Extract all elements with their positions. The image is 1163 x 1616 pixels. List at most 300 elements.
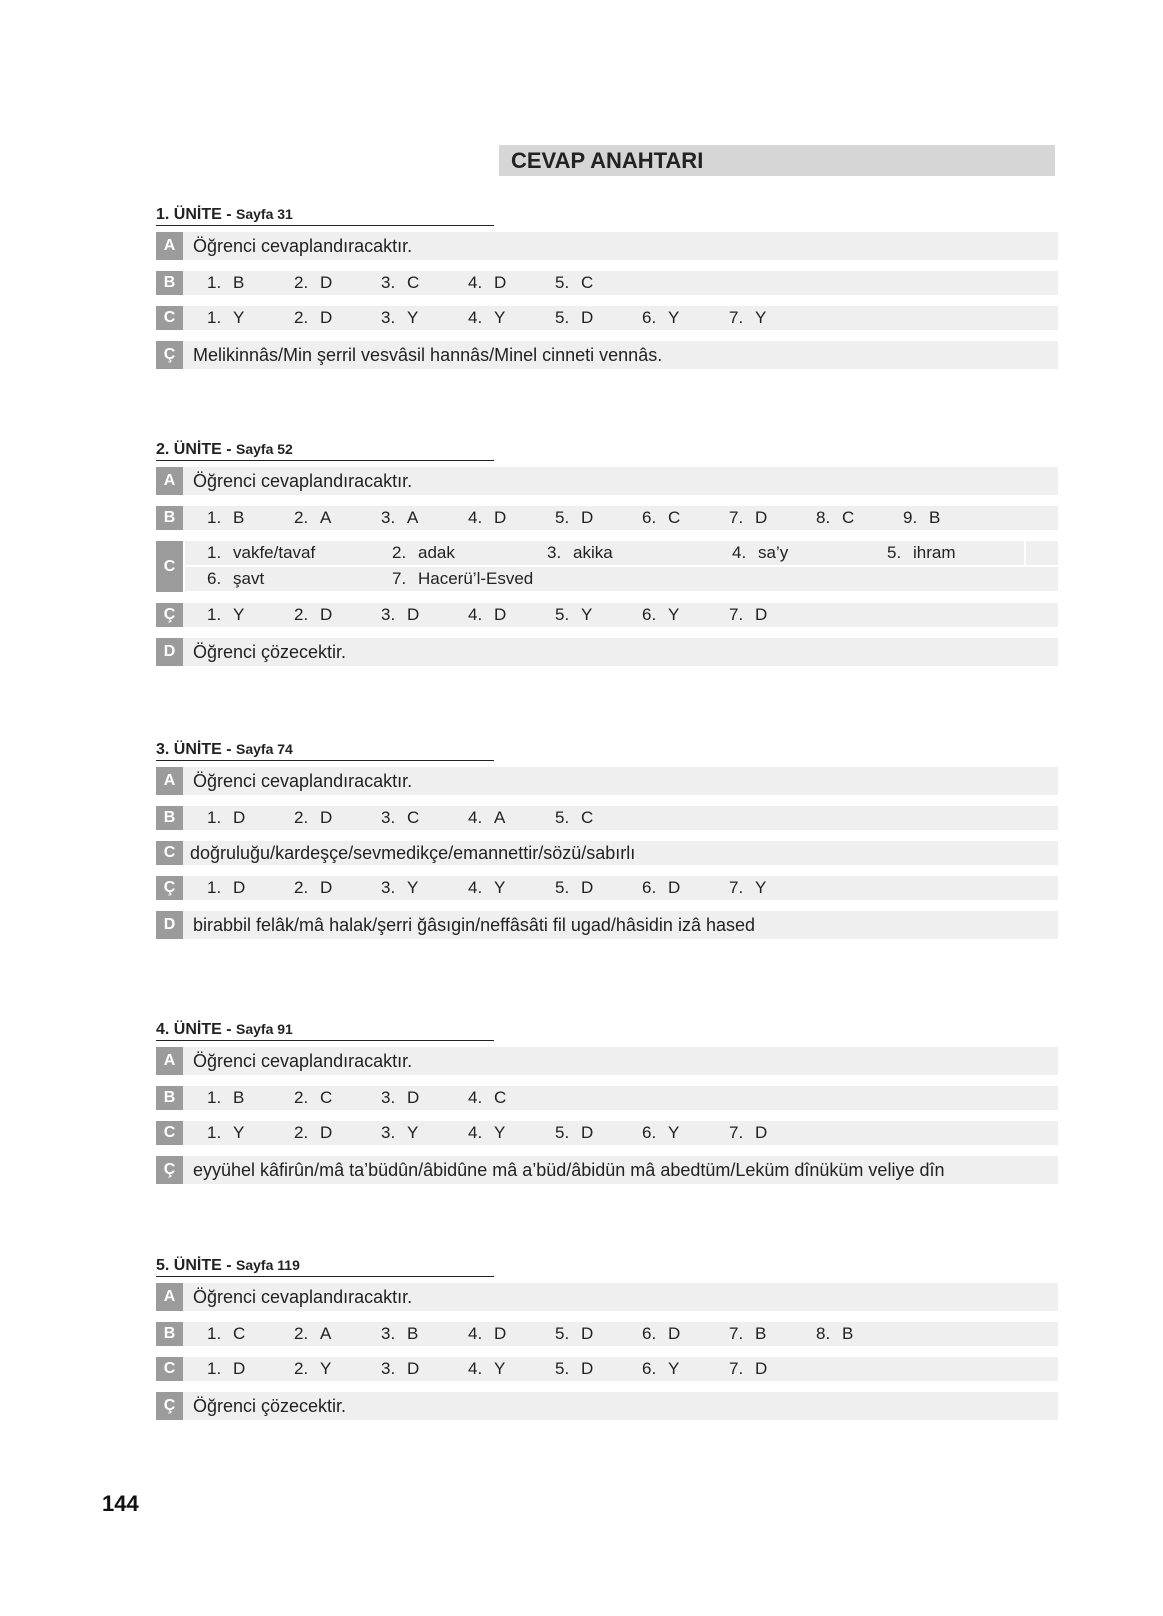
answer-number: 5. (555, 605, 570, 624)
answer-item (729, 306, 766, 330)
answer-row (156, 806, 1058, 830)
answer-value: D (233, 808, 246, 827)
answer-item (381, 806, 419, 830)
row-label-badge: A (156, 1047, 183, 1075)
answer-number: 4. (468, 1123, 483, 1142)
answer-number: 1. (207, 1123, 222, 1142)
answer-item (381, 271, 419, 295)
answer-number: 3. (381, 1359, 396, 1378)
unit-title: 4. ÜNİTE - (156, 1021, 237, 1038)
answer-item (294, 1322, 331, 1346)
answer-number: 7. (729, 878, 744, 897)
answer-value: şavt (233, 569, 265, 588)
answer-item (816, 1322, 853, 1346)
answer-number: 6. (207, 569, 222, 588)
answer-number: 6. (642, 1359, 657, 1378)
answer-value: C (407, 808, 420, 827)
answer-row (156, 1121, 1058, 1145)
answer-item (816, 506, 854, 530)
answer-item (294, 806, 332, 830)
row-label-badge: D (156, 911, 183, 939)
answer-value: D (494, 273, 507, 292)
answer-text: Öğrenci cevaplandıracaktır. (193, 1050, 413, 1071)
answer-value: D (407, 605, 420, 624)
answer-value: C (320, 1088, 333, 1107)
answer-text: Öğrenci çözecektir. (193, 1395, 347, 1416)
unit-title: 1. ÜNİTE - (156, 206, 237, 223)
answer-number: 4. (468, 273, 483, 292)
row-label-badge: Ç (156, 876, 183, 900)
answer-item (555, 306, 593, 330)
row-label-badge: A (156, 767, 183, 795)
answer-value: adak (418, 543, 455, 562)
answer-item (381, 876, 418, 900)
answer-item (642, 1357, 679, 1381)
unit-page-ref: Sayfa 91 (236, 1021, 293, 1037)
answer-number: 3. (381, 308, 396, 327)
answer-number: 2. (294, 308, 309, 327)
answer-number: 5. (555, 878, 570, 897)
answer-number: 4. (468, 508, 483, 527)
answer-number: 2. (294, 1088, 309, 1107)
answer-number: 1. (207, 543, 222, 562)
unit-page-ref: Sayfa 52 (236, 441, 293, 457)
answer-number: 6. (642, 508, 657, 527)
answer-value: Y (494, 1123, 506, 1142)
answer-item (555, 876, 593, 900)
answer-number: 3. (381, 808, 396, 827)
unit-heading (156, 1018, 494, 1041)
answer-item (294, 876, 332, 900)
answer-row (156, 911, 1058, 939)
unit-heading (156, 203, 494, 226)
row-label-badge: A (156, 1283, 183, 1311)
answer-value: Y (755, 308, 767, 327)
row-label-badge: C (156, 1121, 183, 1145)
answer-value: Y (494, 878, 506, 897)
answer-item (468, 506, 506, 530)
answer-value: D (581, 878, 594, 897)
answer-text: Öğrenci cevaplandıracaktır. (193, 1286, 413, 1307)
answer-item (381, 1357, 419, 1381)
answer-number: 2. (294, 1324, 309, 1343)
answer-item (729, 876, 766, 900)
unit-title: 2. ÜNİTE - (156, 441, 237, 458)
answer-number: 4. (468, 808, 483, 827)
answer-number: 5. (555, 1359, 570, 1378)
row-label-badge: C (156, 1357, 183, 1381)
answer-row (156, 506, 1058, 530)
unit-heading (156, 438, 494, 461)
answer-item (294, 1121, 332, 1145)
answer-number: 1. (207, 273, 222, 292)
answer-number: 7. (729, 1324, 744, 1343)
answer-value: Y (494, 308, 506, 327)
answer-value: B (842, 1324, 854, 1343)
answer-item (547, 541, 613, 565)
answer-text: birabbil felâk/mâ halak/şerri ğâsıgin/neffâsâti fil ugad/hâsidin izâ hased (193, 914, 755, 935)
answer-number: 3. (381, 273, 396, 292)
answer-value: A (494, 808, 506, 827)
answer-value: D (755, 1359, 768, 1378)
answer-value: D (320, 878, 333, 897)
answer-item (294, 506, 331, 530)
answer-value: D (755, 1123, 768, 1142)
answer-number: 2. (294, 1359, 309, 1378)
unit-section (156, 1254, 1058, 1431)
answer-value: C (668, 508, 681, 527)
answer-row (156, 603, 1058, 627)
answer-number: 7. (729, 308, 744, 327)
answer-item (903, 506, 940, 530)
row-label-badge: B (156, 271, 183, 295)
answer-text: Öğrenci çözecektir. (193, 641, 347, 662)
answer-item (468, 876, 505, 900)
answer-number: 1. (207, 878, 222, 897)
answer-item (468, 1086, 506, 1110)
answer-number: 1. (207, 1324, 222, 1343)
answer-item (207, 603, 244, 627)
answer-value: D (581, 1359, 594, 1378)
answer-item (468, 603, 506, 627)
answer-value: akika (573, 543, 613, 562)
answer-value: D (581, 1324, 594, 1343)
answer-item (381, 506, 418, 530)
answer-text: Öğrenci cevaplandıracaktır. (193, 470, 413, 491)
row-label-badge: Ç (156, 1392, 183, 1420)
answer-number: 6. (642, 605, 657, 624)
answer-number: 4. (468, 1359, 483, 1378)
answer-value: Y (755, 878, 767, 897)
answer-number: 1. (207, 1088, 222, 1107)
answer-value: C (581, 273, 594, 292)
answer-value: sa’y (758, 543, 789, 562)
answer-number: 1. (207, 605, 222, 624)
answer-value: C (233, 1324, 246, 1343)
answer-value: Y (320, 1359, 332, 1378)
answer-item (294, 603, 332, 627)
answer-row (156, 541, 1058, 592)
answer-item (207, 1322, 245, 1346)
unit-heading (156, 738, 494, 761)
answer-number: 7. (729, 605, 744, 624)
answer-number: 2. (294, 605, 309, 624)
answer-value: C (842, 508, 855, 527)
answer-number: 3. (381, 605, 396, 624)
answer-item (642, 1322, 680, 1346)
answer-value: B (233, 1088, 245, 1107)
answer-value: D (755, 605, 768, 624)
answer-value: C (407, 273, 420, 292)
answer-number: 7. (729, 1123, 744, 1142)
answer-item (207, 271, 244, 295)
answer-value: B (929, 508, 941, 527)
answer-value: D (494, 1324, 507, 1343)
answer-number: 3. (381, 508, 396, 527)
answer-value: D (581, 308, 594, 327)
answer-value: D (494, 508, 507, 527)
answer-value: C (494, 1088, 507, 1107)
unit-section (156, 1018, 1058, 1195)
unit-section (156, 738, 1058, 950)
answer-value: D (668, 878, 681, 897)
answer-two-line-block (185, 541, 1058, 592)
answer-number: 2. (294, 273, 309, 292)
answer-number: 6. (642, 1123, 657, 1142)
answer-value: Y (407, 878, 419, 897)
unit-title: 5. ÜNİTE - (156, 1257, 237, 1274)
answer-row (156, 1322, 1058, 1346)
answer-item (207, 876, 245, 900)
answer-value: D (581, 508, 594, 527)
answer-row (156, 467, 1058, 495)
answer-value: D (320, 808, 333, 827)
answer-number: 4. (468, 605, 483, 624)
answer-item (207, 1086, 244, 1110)
unit-section (156, 438, 1058, 677)
answer-number: 7. (729, 1359, 744, 1378)
answer-text: Öğrenci cevaplandıracaktır. (193, 235, 413, 256)
answer-value: D (755, 508, 768, 527)
row-label-badge: B (156, 506, 183, 530)
answer-row (156, 1283, 1058, 1311)
answer-row (156, 341, 1058, 369)
answer-item (729, 1322, 766, 1346)
answer-number: 5. (555, 808, 570, 827)
answer-number: 7. (392, 569, 407, 588)
answer-item (555, 271, 593, 295)
answer-item (468, 1121, 505, 1145)
answer-line (185, 567, 1058, 591)
answer-value: D (494, 605, 507, 624)
answer-number: 8. (816, 1324, 831, 1343)
row-label-badge: B (156, 1322, 183, 1346)
answer-value: A (320, 1324, 332, 1343)
answer-item (392, 567, 533, 591)
column-divider (1024, 541, 1026, 565)
answer-number: 4. (468, 308, 483, 327)
answer-value: Y (233, 1123, 245, 1142)
answer-item (294, 1086, 332, 1110)
row-label-badge: B (156, 1086, 183, 1110)
answer-item (642, 506, 680, 530)
answer-item (729, 1121, 767, 1145)
answer-value: D (320, 605, 333, 624)
answer-item (207, 306, 244, 330)
row-label-badge: Ç (156, 341, 183, 369)
answer-value: C (581, 808, 594, 827)
answer-value: Y (668, 1123, 680, 1142)
answer-number: 5. (555, 273, 570, 292)
answer-row (156, 232, 1058, 260)
answer-item (555, 506, 593, 530)
answer-number: 2. (294, 878, 309, 897)
answer-number: 1. (207, 308, 222, 327)
answer-value: D (407, 1359, 420, 1378)
row-label-badge: A (156, 232, 183, 260)
answer-value: Y (233, 308, 245, 327)
answer-number: 3. (381, 1088, 396, 1107)
answer-value: D (320, 273, 333, 292)
row-label-badge: B (156, 806, 183, 830)
answer-number: 5. (887, 543, 902, 562)
answer-item (381, 603, 419, 627)
unit-page-ref: Sayfa 31 (236, 206, 293, 222)
answer-value: D (668, 1324, 681, 1343)
answer-number: 5. (555, 1123, 570, 1142)
row-label-badge: Ç (156, 1156, 183, 1184)
answer-number: 9. (903, 508, 918, 527)
answer-number: 5. (555, 1324, 570, 1343)
answer-row (156, 1357, 1058, 1381)
answer-value: Y (407, 308, 419, 327)
answer-item (207, 541, 315, 565)
answer-number: 4. (468, 1324, 483, 1343)
answer-row (156, 1047, 1058, 1075)
answer-number: 4. (468, 1088, 483, 1107)
answer-number: 7. (729, 508, 744, 527)
unit-heading (156, 1254, 494, 1277)
answer-item (555, 1322, 593, 1346)
answer-number: 2. (294, 808, 309, 827)
unit-title: 3. ÜNİTE - (156, 741, 237, 758)
answer-value: A (320, 508, 332, 527)
answer-number: 8. (816, 508, 831, 527)
answer-value: D (233, 1359, 246, 1378)
answer-item (294, 271, 332, 295)
answer-row (156, 271, 1058, 295)
answer-item (381, 1322, 418, 1346)
answer-text: Öğrenci cevaplandıracaktır. (193, 770, 413, 791)
answer-item (294, 1357, 331, 1381)
answer-number: 3. (381, 878, 396, 897)
answer-row (156, 876, 1058, 900)
answer-row (156, 1392, 1058, 1420)
answer-value: D (233, 878, 246, 897)
answer-item (207, 1121, 244, 1145)
answer-number: 1. (207, 508, 222, 527)
answer-text: doğruluğu/kardeşçe/sevmedikçe/emannettir/sözü/sabırlı (190, 842, 636, 863)
row-label-badge: C (156, 841, 183, 865)
answer-item (729, 1357, 767, 1381)
answer-row (156, 767, 1058, 795)
answer-item (729, 603, 767, 627)
answer-number: 6. (642, 1324, 657, 1343)
answer-item (468, 271, 506, 295)
answer-item (468, 1322, 506, 1346)
answer-value: Y (494, 1359, 506, 1378)
answer-value: B (233, 273, 245, 292)
answer-item (729, 506, 767, 530)
answer-number: 5. (555, 308, 570, 327)
page-number: 144 (102, 1491, 139, 1516)
answer-value: Y (581, 605, 593, 624)
answer-value: B (407, 1324, 419, 1343)
answer-number: 4. (468, 878, 483, 897)
answer-number: 3. (381, 1123, 396, 1142)
answer-number: 2. (294, 508, 309, 527)
answer-text: Melikinnâs/Min şerril vesvâsil hannâs/Minel cinneti vennâs. (193, 344, 663, 365)
answer-value: Y (668, 1359, 680, 1378)
answer-number: 1. (207, 1359, 222, 1378)
answer-item (294, 306, 332, 330)
answer-number: 3. (547, 543, 562, 562)
answer-number: 5. (555, 508, 570, 527)
unit-page-ref: Sayfa 74 (236, 741, 293, 757)
answer-item (732, 541, 788, 565)
row-label-badge: C (156, 541, 183, 592)
unit-page-ref: Sayfa 119 (236, 1257, 300, 1273)
answer-value: A (407, 508, 419, 527)
answer-item (555, 1357, 593, 1381)
page-title: CEVAP ANAHTARI (499, 145, 1055, 176)
answer-number: 6. (642, 308, 657, 327)
answer-value: D (320, 1123, 333, 1142)
answer-value: Y (668, 308, 680, 327)
answer-row (156, 638, 1058, 666)
answer-item (555, 603, 592, 627)
answer-item (555, 806, 593, 830)
unit-section (156, 203, 1058, 380)
answer-item (642, 306, 679, 330)
answer-item (468, 306, 505, 330)
answer-item (207, 1357, 245, 1381)
row-label-badge: C (156, 306, 183, 330)
answer-value: vakfe/tavaf (233, 543, 316, 562)
answer-item (381, 1086, 419, 1110)
answer-row (156, 841, 1058, 865)
answer-item (642, 876, 680, 900)
answer-line (185, 541, 1058, 565)
answer-item (555, 1121, 593, 1145)
answer-value: Y (233, 605, 245, 624)
answer-value: D (320, 308, 333, 327)
answer-item (642, 1121, 679, 1145)
answer-item (207, 567, 264, 591)
answer-item (642, 603, 679, 627)
row-label-badge: A (156, 467, 183, 495)
answer-item (468, 1357, 505, 1381)
answer-value: Y (407, 1123, 419, 1142)
answer-item (392, 541, 455, 565)
answer-value: D (407, 1088, 420, 1107)
answer-item (381, 1121, 418, 1145)
answer-row (156, 1156, 1058, 1184)
answer-number: 2. (392, 543, 407, 562)
answer-value: B (755, 1324, 767, 1343)
answer-item (207, 806, 245, 830)
answer-item (207, 506, 244, 530)
answer-text: eyyühel kâfirûn/mâ ta’büdûn/âbidûne mâ a’büd/âbidün mâ abedtüm/Leküm dînüküm veliye dîn (193, 1159, 945, 1180)
answer-value: ihram (913, 543, 956, 562)
answer-number: 4. (732, 543, 747, 562)
answer-number: 2. (294, 1123, 309, 1142)
answer-number: 3. (381, 1324, 396, 1343)
answer-row (156, 306, 1058, 330)
answer-value: B (233, 508, 245, 527)
answer-item (468, 806, 505, 830)
row-label-badge: Ç (156, 603, 183, 627)
answer-row (156, 1086, 1058, 1110)
answer-number: 1. (207, 808, 222, 827)
answer-value: Hacerü’l-Esved (418, 569, 534, 588)
answer-item (887, 541, 956, 565)
answer-value: D (581, 1123, 594, 1142)
answer-value: Y (668, 605, 680, 624)
row-label-badge: D (156, 638, 183, 666)
answer-item (381, 306, 418, 330)
answer-number: 6. (642, 878, 657, 897)
